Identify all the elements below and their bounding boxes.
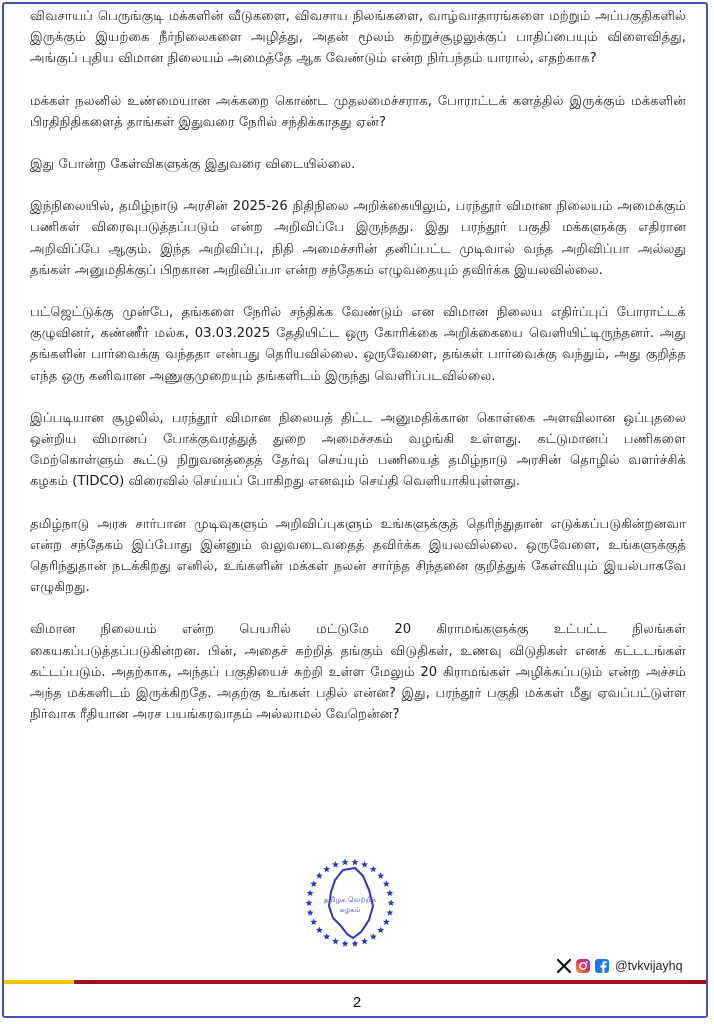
letter-body [30, 6, 686, 746]
logo-text-line2: கழகம் [339, 905, 361, 914]
logo-star-icon [386, 909, 393, 916]
logo-star-icon [332, 861, 339, 868]
logo-star-icon [306, 899, 313, 906]
logo-star-icon [323, 933, 330, 940]
social-handles [556, 956, 683, 976]
footer-stripe-yellow [4, 980, 74, 984]
logo-text-line1: தமிழக வெற்றிக் [323, 895, 377, 904]
logo-star-icon [370, 933, 377, 940]
paragraph-8: விமான நிலையம் என்ற பெயரில் மட்டுமே 20 கிராமங்களுக்கு உட்பட்ட நிலங்கள் கையகப்படுத்தப்படுகின்றன. பின், அதைச் சுற்றித் தங்கும் விடுதிகள், உணவு விடுதிகள் எனக் கட்டடங்கள் கட்டப்படும். அதற்காக, அந்தப் பகுதியைச் சுற்றி உள்ள மேலும் 20 கிராமங்கள் அழிக்கப்படும் என்ற அச்சம் அந்த மக்களிடம் இருக்கிறதே. அதற்கு உங்கள் பதில் என்ன? இது, பரந்தூர் பகுதி மக்கள் மீது ஏவப்பட்டுள்ள நிர்வாக ரீதியான அரச பயங்கரவாதம் அல்லாமல் வேறென்ன? [30, 622, 686, 723]
party-logo-emblem [303, 856, 397, 950]
page-number: 2 [352, 994, 362, 1011]
paragraph-5: பட்ஜெட்டுக்கு முன்பே, தங்களை நேரில் சந்திக்க வேண்டும் என விமான நிலைய எதிர்ப்புப் போராட்டக் குழுவினர், கண்ணீர் மல்க, 03.03.2025 தேதியிட்ட ஒரு கோரிக்கை அறிக்கையை வெளியிட்டிருந்தனர். அது தங்களின் பார்வைக்கு வந்ததா என்பது தெரியவில்லை. ஒருவேளை, தங்கள் பார்வைக்கு வந்தும், அது குறித்த எந்த ஒரு கனிவான அணுகுமுறையும் தங்களிடம் இருந்து வெளிப்படவில்லை. [30, 305, 686, 384]
logo-star-icon [332, 938, 339, 945]
logo-star-icon [316, 927, 323, 934]
paragraph-7: தமிழ்நாடு அரசு சார்பான முடிவுகளும் அறிவிப்புகளும் உங்களுக்குத் தெரிந்துதான் எடுக்கப்படுகின்றனவா என்ற சந்தேகம் இப்போது இன்னும் வலுவடைவதைத் தவிர்க்க இயலவில்லை. ஒருவேளை, உங்களுக்குத் தெரிந்துதான் நடக்கிறது எனில், உங்களின் மக்கள் நலன் சார்ந்த சிந்தனை குறித்துக் கேள்வியும் இயல்பாகவே எழுகிறது. [30, 516, 686, 596]
logo-star-icon [383, 918, 390, 925]
logo-star-icon [342, 859, 349, 866]
logo-star-icon [323, 866, 330, 873]
facebook-icon[interactable] [594, 958, 610, 974]
logo-star-icon [307, 890, 314, 897]
logo-star-icon [361, 861, 368, 868]
logo-star-icon [316, 872, 323, 879]
party-logo [303, 856, 397, 950]
paragraph-1: விவசாயப் பெருங்குடி மக்களின் வீடுகளை, விவசாய நிலங்களை, வாழ்வாதாரங்களை மற்றும் அப்பகுதிகளில் இருக்கும் இயற்கை நீர்நிலைகளை அழித்து, அதன் மூலம் சுற்றுச்சூழலுக்குப் பாதிப்பையும் விளைவித்து, அங்குப் புதிய விமான நிலையம் அமைத்தே ஆக வேண்டும் என்ற நிர்பந்தம் யாரால், எதற்காக? [30, 9, 686, 67]
logo-star-icon [388, 899, 395, 906]
social-handle-text[interactable]: @tvkvijayhq [615, 959, 683, 973]
x-icon[interactable] [556, 958, 572, 974]
paragraph-2: மக்கள் நலனில் உண்மையான அக்கறை கொண்ட முதலமைச்சராக, போராட்டக் களத்தில் இருக்கும் மக்களின் பிரதிநிதிகளைத் தாங்கள் இதுவரை நேரில் சந்திக்காதது ஏன்? [30, 93, 686, 130]
instagram-icon[interactable] [575, 958, 591, 974]
logo-star-icon [352, 940, 359, 947]
paragraph-4: இந்நிலையில், தமிழ்நாடு அரசின் 2025-26 நிதிநிலை அறிக்கையிலும், பரந்தூர் விமான நிலையம் அமைக்கும் பணிகள் விரைவுபடுத்தப்படும் என்ற அறிவிப்பே இருந்தது. இது பரந்தூர் பகுதி மக்களுக்கு எதிரான அறிவிப்பே ஆகும். இந்த அறிவிப்பு, நிதி அமைச்சரின் தனிப்பட்ட முடிவால் வந்த அறிவிப்பா அல்லது தங்கள் அனுமதிக்குப் பிறகான அறிவிப்பா என்ற சந்தேகம் எழுவதையும் தவிர்க்க இயலவில்லை. [30, 199, 686, 278]
logo-star-icon [352, 859, 359, 866]
logo-star-icon [342, 940, 349, 947]
logo-star-icon [310, 918, 317, 925]
logo-star-icon [377, 872, 384, 879]
logo-star-icon [307, 909, 314, 916]
logo-star-icon [370, 866, 377, 873]
logo-star-icon [361, 938, 368, 945]
paragraph-3: இது போன்ற கேள்விகளுக்கு இதுவரை விடையில்லை. [30, 157, 356, 173]
logo-star-icon [310, 880, 317, 887]
footer-stripe-red [74, 980, 706, 984]
logo-star-icon [377, 927, 384, 934]
logo-star-icon [383, 880, 390, 887]
paragraph-6: இப்படியான சூழலில், பரந்தூர் விமான நிலையத் திட்ட அனுமதிக்கான கொள்கை அளவிலான ஒப்புதலை ஒன்றிய விமானப் போக்குவரத்துத் துறை அமைச்சகம் வழங்கி உள்ளது. கட்டுமானப் பணிகளை மேற்கொள்ளும் கூட்டு நிறுவனத்தைத் தேர்வு செய்யும் பணியைத் தமிழ்நாடு அரசின் தொழில் வளர்ச்சிக் கழகம் (TIDCO) விரைவில் செய்யப் போகிறது எனவும் செய்தி வெளியாகியுள்ளது. [30, 410, 686, 490]
logo-star-icon [386, 890, 393, 897]
